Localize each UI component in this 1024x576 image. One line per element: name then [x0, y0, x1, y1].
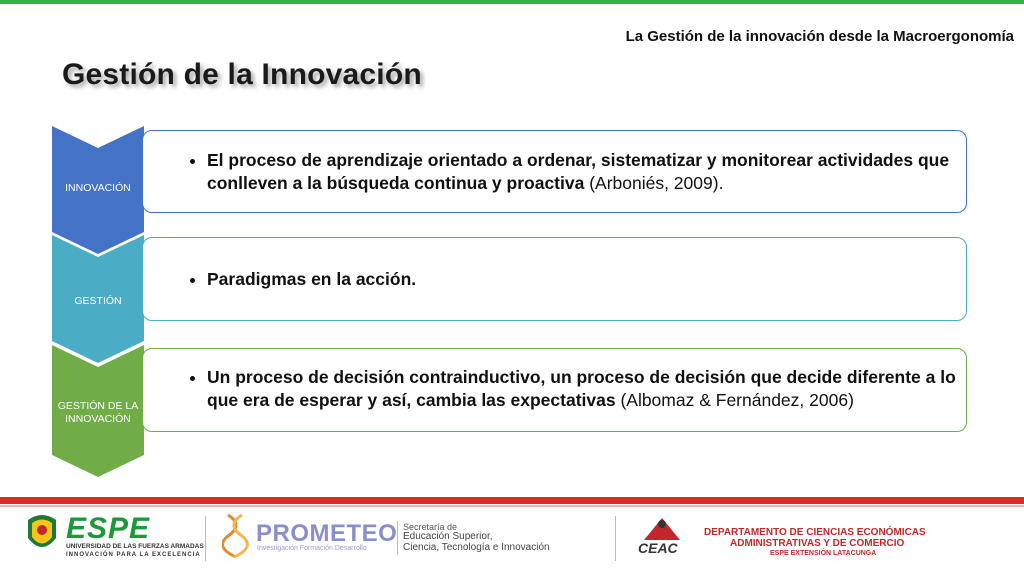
row-citation: (Arboniés, 2009). [584, 173, 724, 193]
ceac-logo-text: CEAC [638, 540, 678, 556]
row-bullet [207, 149, 956, 195]
department-line-1: DEPARTAMENTO DE CIENCIAS ECONÓMICAS [704, 527, 926, 538]
secretaria-line-1: Secretaría de [403, 522, 458, 532]
row-bold-text: Paradigmas en la acción. [207, 269, 417, 289]
footer-red-bar [0, 497, 1024, 504]
footer-divider [615, 516, 616, 561]
prometeo-logo-text: PROMETEO [256, 520, 398, 547]
top-accent-bar [0, 0, 1024, 4]
row-card [142, 348, 967, 432]
department-line-2: ADMINISTRATIVAS Y DE COMERCIO [730, 538, 905, 549]
prometeo-tagline: Investigación Formación Desarrollo [257, 545, 367, 552]
ceac-emblem-icon [640, 514, 684, 542]
secretaria-line-2: Educación Superior, [403, 531, 493, 542]
header-title: La Gestión de la innovación desde la Macroergonomía [625, 28, 1014, 45]
row-label: GESTIÓN DE LA INNOVACIÓN [57, 400, 139, 425]
row-label: GESTIÓN [74, 295, 122, 307]
row-card [142, 237, 967, 321]
row-bullet [207, 366, 956, 412]
row-card [142, 130, 967, 213]
espe-tagline: INNOVACIÓN PARA LA EXCELENCIA [66, 552, 201, 558]
footer-divider [397, 521, 398, 555]
dna-icon [222, 513, 250, 559]
espe-crest-icon [22, 512, 62, 556]
row-bold-text: Un proceso de decisión contrainductivo, un proceso de decisión que decide diferente a lo que era de esperar y así, cambia las expectativas [207, 367, 956, 410]
espe-logo-text: ESPE [66, 512, 151, 545]
row-bold-text: El proceso de aprendizaje orientado a ordenar, sistematizar y monitorear actividades que conlleven a la búsqueda continua y proactiva [207, 150, 950, 193]
page-title: Gestión de la Innovación [62, 58, 422, 91]
row-citation: (Albomaz & Fernández, 2006) [615, 390, 854, 410]
department-line-3: ESPE EXTENSIÓN LATACUNGA [770, 550, 877, 557]
secretaria-line-3: Ciencia, Tecnología e Innovación [403, 542, 550, 553]
espe-subtitle: UNIVERSIDAD DE LAS FUERZAS ARMADAS [66, 543, 204, 550]
row-label: INNOVACIÓN [65, 182, 131, 194]
footer-divider [205, 516, 206, 561]
row-bullet [207, 268, 956, 291]
